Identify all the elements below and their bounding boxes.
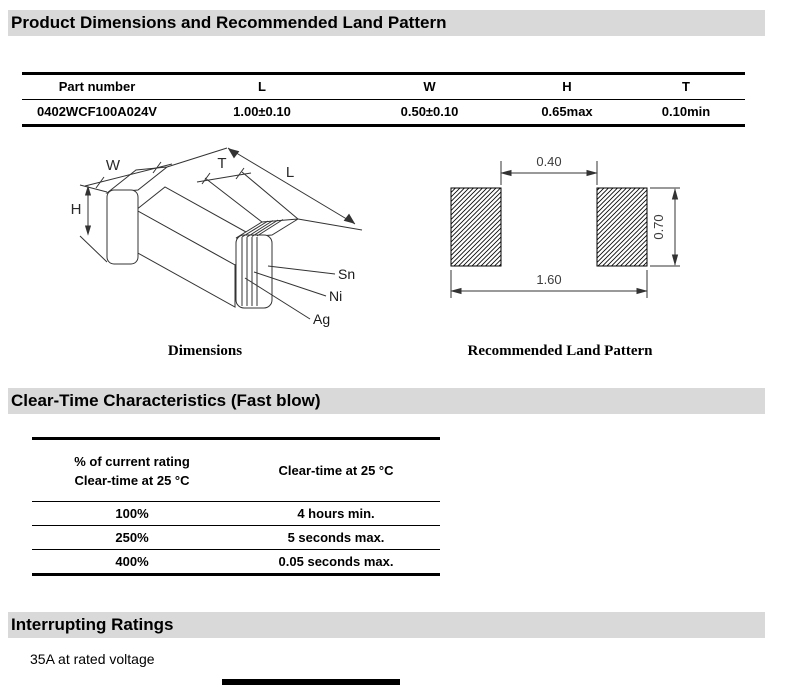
time-value: 5 seconds max.: [287, 530, 385, 545]
t-label: T: [217, 155, 227, 172]
clear-time-table: [32, 437, 440, 576]
interrupting-rating-text: 35A at rated voltage: [30, 651, 155, 667]
l-value: 1.00±0.10: [233, 104, 291, 119]
col-header-part-number: Part number: [58, 79, 136, 94]
dimensions-table: [22, 72, 745, 127]
gap-dim-value: 0.40: [536, 154, 562, 169]
section-header-clear-time: Clear-Time Characteristics (Fast blow): [8, 388, 765, 414]
t-value: 0.10min: [661, 104, 711, 119]
chip-right-cap-front: [236, 235, 272, 308]
col-header-current-rating: % of current rating Clear-time at 25 °C: [74, 453, 190, 488]
sn-layer-label: Sn: [338, 266, 356, 282]
section-header-product-dimensions: Product Dimensions and Recommended Land Pattern: [8, 10, 765, 36]
t-dim-line: [197, 173, 251, 182]
h-extension-lines: [80, 185, 107, 262]
ag-layer-label: Ag: [313, 311, 331, 327]
dimensions-table-header-row: [22, 75, 745, 100]
section-header-interrupting-ratings: Interrupting Ratings: [8, 612, 765, 638]
height-dim-value: 0.70: [651, 214, 666, 240]
time-value: 0.05 seconds max.: [278, 554, 394, 569]
next-table-cutoff-border: [222, 679, 400, 685]
table-row: [22, 100, 745, 124]
land-pattern-drawing: [440, 145, 730, 305]
clear-time-header-row: [32, 440, 440, 502]
col-header-h: H: [562, 79, 572, 94]
col-header-t: T: [682, 79, 690, 94]
col-header-l: L: [258, 79, 266, 94]
total-dim-value: 1.60: [536, 272, 562, 287]
t-extension-lines: [205, 172, 298, 222]
h-value: 0.65max: [541, 104, 593, 119]
left-pad: [451, 188, 501, 266]
right-pad: [597, 188, 647, 266]
dimensions-drawing: [50, 140, 390, 355]
sn-leader-line: [268, 266, 335, 274]
land-pattern-caption: Recommended Land Pattern: [467, 343, 653, 359]
time-value: 4 hours min.: [297, 506, 375, 521]
rating-value: 250%: [115, 530, 149, 545]
h-label: H: [70, 201, 82, 218]
rating-value: 100%: [115, 506, 149, 521]
table-row: [32, 550, 440, 573]
dimensions-caption: Dimensions: [167, 343, 243, 359]
l-dim-line: [228, 148, 355, 224]
chip-left-cap-front: [107, 190, 138, 264]
col-header-clear-time: Clear-time at 25 °C: [278, 463, 394, 478]
part-number-value: 0402WCF100A024V: [37, 104, 157, 119]
col-header-w: W: [423, 79, 436, 94]
w-value: 0.50±0.10: [400, 104, 459, 119]
rating-value: 400%: [115, 554, 149, 569]
l-label: L: [285, 164, 295, 181]
table-row: [32, 502, 440, 526]
w-label: W: [105, 157, 121, 174]
ni-layer-label: Ni: [329, 288, 343, 304]
table-row: [32, 526, 440, 550]
